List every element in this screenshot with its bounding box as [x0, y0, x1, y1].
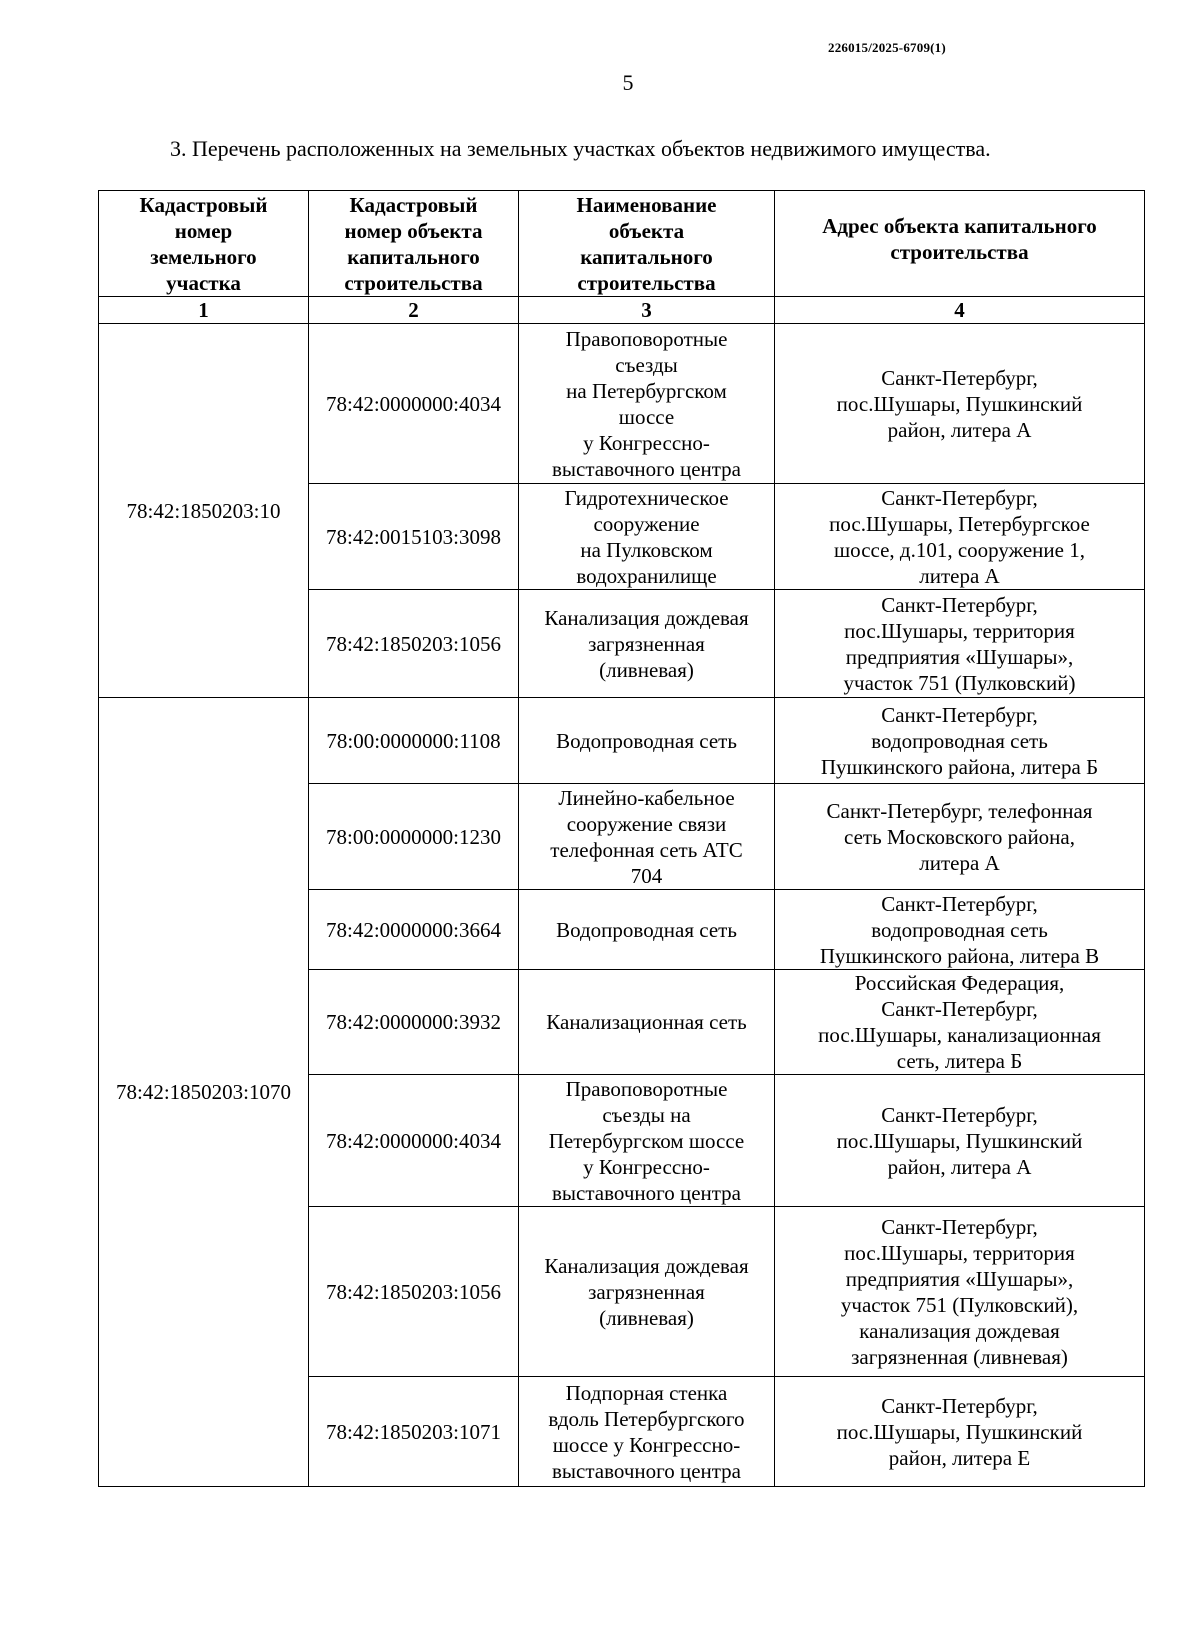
object-address-line: Санкт-Петербург, [881, 1214, 1038, 1239]
object-address-cell [775, 698, 1145, 784]
object-address-line: водопроводная сеть [871, 728, 1048, 753]
object-address-line: Санкт-Петербург, [881, 592, 1038, 617]
object-name-line: выставочного центра [551, 1458, 742, 1483]
real-estate-table [98, 190, 1145, 1487]
object-name-line: (ливневая) [599, 657, 694, 682]
object-number-cell: 78:42:0000000:4034 [309, 1075, 519, 1207]
object-address-cell [775, 1075, 1145, 1207]
object-address-line: пос.Шушары, Пушкинский [836, 391, 1083, 416]
object-name-line: у Конгрессно- [583, 1154, 710, 1179]
object-number-cell: 78:42:0015103:3098 [309, 484, 519, 590]
object-name-cell [519, 324, 775, 484]
object-name-line: загрязненная [588, 1279, 705, 1304]
object-address-line: Санкт-Петербург, [881, 1102, 1038, 1127]
object-address-line: Санкт-Петербург, [881, 485, 1038, 510]
header-land-parcel: Кадастровый номер земельного участка [99, 191, 309, 297]
object-address-line: пос.Шушары, Пушкинский [836, 1419, 1083, 1444]
object-name-line: Правоповоротные [565, 326, 728, 351]
object-address-line: район, литера А [887, 1154, 1032, 1179]
object-name-line: Водопроводная сеть [556, 917, 737, 942]
object-number-cell: 78:42:1850203:1056 [309, 1207, 519, 1377]
column-number-row [99, 297, 1145, 324]
object-name-line: сооружение [593, 511, 700, 536]
object-name-cell [519, 970, 775, 1075]
object-name-line: съезды [615, 352, 678, 377]
land-parcel-cell: 78:42:1850203:10 [99, 324, 309, 698]
object-address-line: район, литера Е [888, 1445, 1031, 1470]
object-address-line: участок 751 (Пулковский), [840, 1292, 1079, 1317]
object-address-line: Санкт-Петербург, [881, 1393, 1038, 1418]
object-name-line: съезды на [602, 1102, 691, 1127]
object-address-line: Санкт-Петербург, [881, 891, 1038, 916]
object-number-cell: 78:42:0000000:4034 [309, 324, 519, 484]
object-name-line: (ливневая) [599, 1305, 694, 1330]
object-address-line: район, литера А [887, 417, 1032, 442]
object-address-cell [775, 784, 1145, 890]
header-object-number: Кадастровый номер объекта капитального строительства [309, 191, 519, 297]
object-name-line: Правоповоротные [565, 1076, 728, 1101]
object-address-line: шоссе, д.101, сооружение 1, [834, 537, 1085, 562]
object-address-cell [775, 590, 1145, 698]
object-address-line: Санкт-Петербург, [881, 365, 1038, 390]
object-name-line: шоссе у Конгрессно- [552, 1432, 741, 1457]
object-name-line: Водопроводная сеть [556, 728, 737, 753]
object-name-line: выставочного центра [551, 1180, 742, 1205]
column-number: 3 [519, 297, 775, 324]
object-name-cell [519, 1075, 775, 1207]
header-object-name: Наименование объекта капитального строительства [519, 191, 775, 297]
object-address-line: Российская Федерация, [854, 971, 1065, 995]
table-header-row [99, 191, 1145, 297]
object-address-line: литера А [919, 563, 1000, 588]
object-address-cell [775, 890, 1145, 970]
object-address-line: Пушкинского района, литера Б [820, 754, 1099, 779]
object-name-line: у Конгрессно- [583, 430, 710, 455]
object-address-line: пос.Шушары, территория [844, 1240, 1075, 1265]
column-number: 1 [99, 297, 309, 324]
object-address-line: канализация дождевая [859, 1318, 1060, 1343]
document-number: 226015/2025-6709(1) [828, 40, 946, 55]
object-address-line: Санкт-Петербург, [881, 702, 1038, 727]
object-address-line: пос.Шушары, Пушкинский [836, 1128, 1083, 1153]
object-number-cell: 78:00:0000000:1230 [309, 784, 519, 890]
object-address-line: Санкт-Петербург, телефонная [826, 798, 1093, 823]
object-name-line: на Пулковском [580, 537, 713, 562]
object-address-line: загрязненная (ливневая) [851, 1344, 1068, 1369]
object-name-cell [519, 784, 775, 890]
object-name-line: Подпорная стенка [565, 1380, 728, 1405]
object-number-cell: 78:42:0000000:3664 [309, 890, 519, 970]
object-name-line: Канализация дождевая [544, 1253, 749, 1278]
land-parcel-cell: 78:42:1850203:1070 [99, 698, 309, 1487]
page-number: 5 [622, 70, 634, 95]
object-name-line: выставочного центра [551, 456, 742, 481]
object-name-line: сооружение связи [566, 811, 727, 836]
object-name-line: Канализация дождевая [544, 605, 749, 630]
object-address-cell [775, 970, 1145, 1075]
object-address-line: предприятия «Шушары», [845, 1266, 1074, 1291]
object-address-line: литера А [919, 850, 1000, 875]
object-name-line: вдоль Петербургского [548, 1406, 745, 1431]
object-number-cell: 78:00:0000000:1108 [309, 698, 519, 784]
object-name-cell [519, 1377, 775, 1487]
object-number-cell: 78:42:1850203:1071 [309, 1377, 519, 1487]
object-name-cell [519, 590, 775, 698]
object-name-cell [519, 484, 775, 590]
object-address-line: пос.Шушары, Петербургское [829, 511, 1090, 536]
object-name-cell [519, 698, 775, 784]
object-address-line: предприятия «Шушары», [845, 644, 1074, 669]
object-name-line: Петербургском шоссе [548, 1128, 745, 1153]
object-address-line: сеть Московского района, [844, 824, 1075, 849]
header-object-address: Адрес объекта капитального строительства [775, 191, 1145, 297]
object-address-cell [775, 484, 1145, 590]
object-name-line: на Петербургском [566, 378, 727, 403]
object-name-line: водохранилище [576, 563, 717, 588]
object-address-line: пос.Шушары, территория [844, 618, 1075, 643]
object-name-cell [519, 890, 775, 970]
object-address-line: водопроводная сеть [871, 917, 1048, 942]
object-address-line: сеть, литера Б [896, 1049, 1023, 1073]
section-heading: 3. Перечень расположенных на земельных участках объектов недвижимого имущества. [170, 136, 991, 161]
object-name-line: телефонная сеть АТС [550, 837, 743, 862]
object-name-line: шоссе [618, 404, 675, 429]
object-address-cell [775, 1377, 1145, 1487]
object-name-line: Гидротехническое [564, 485, 729, 510]
object-name-line: Канализационная сеть [546, 1010, 747, 1034]
object-address-line: пос.Шушары, канализационная [818, 1023, 1101, 1047]
object-address-cell [775, 324, 1145, 484]
object-name-cell [519, 1207, 775, 1377]
object-address-cell [775, 1207, 1145, 1377]
object-name-line: Линейно-кабельное [558, 785, 735, 810]
table-row [99, 324, 1145, 484]
object-number-cell: 78:42:0000000:3932 [309, 970, 519, 1075]
object-number-cell: 78:42:1850203:1056 [309, 590, 519, 698]
column-number: 4 [775, 297, 1145, 324]
column-number: 2 [309, 297, 519, 324]
object-address-line: участок 751 (Пулковский) [843, 670, 1076, 695]
object-name-line: 704 [630, 863, 663, 888]
object-address-line: Санкт-Петербург, [881, 997, 1038, 1021]
table-row [99, 698, 1145, 784]
object-address-line: Пушкинского района, литера В [819, 943, 1100, 968]
object-name-line: загрязненная [588, 631, 705, 656]
